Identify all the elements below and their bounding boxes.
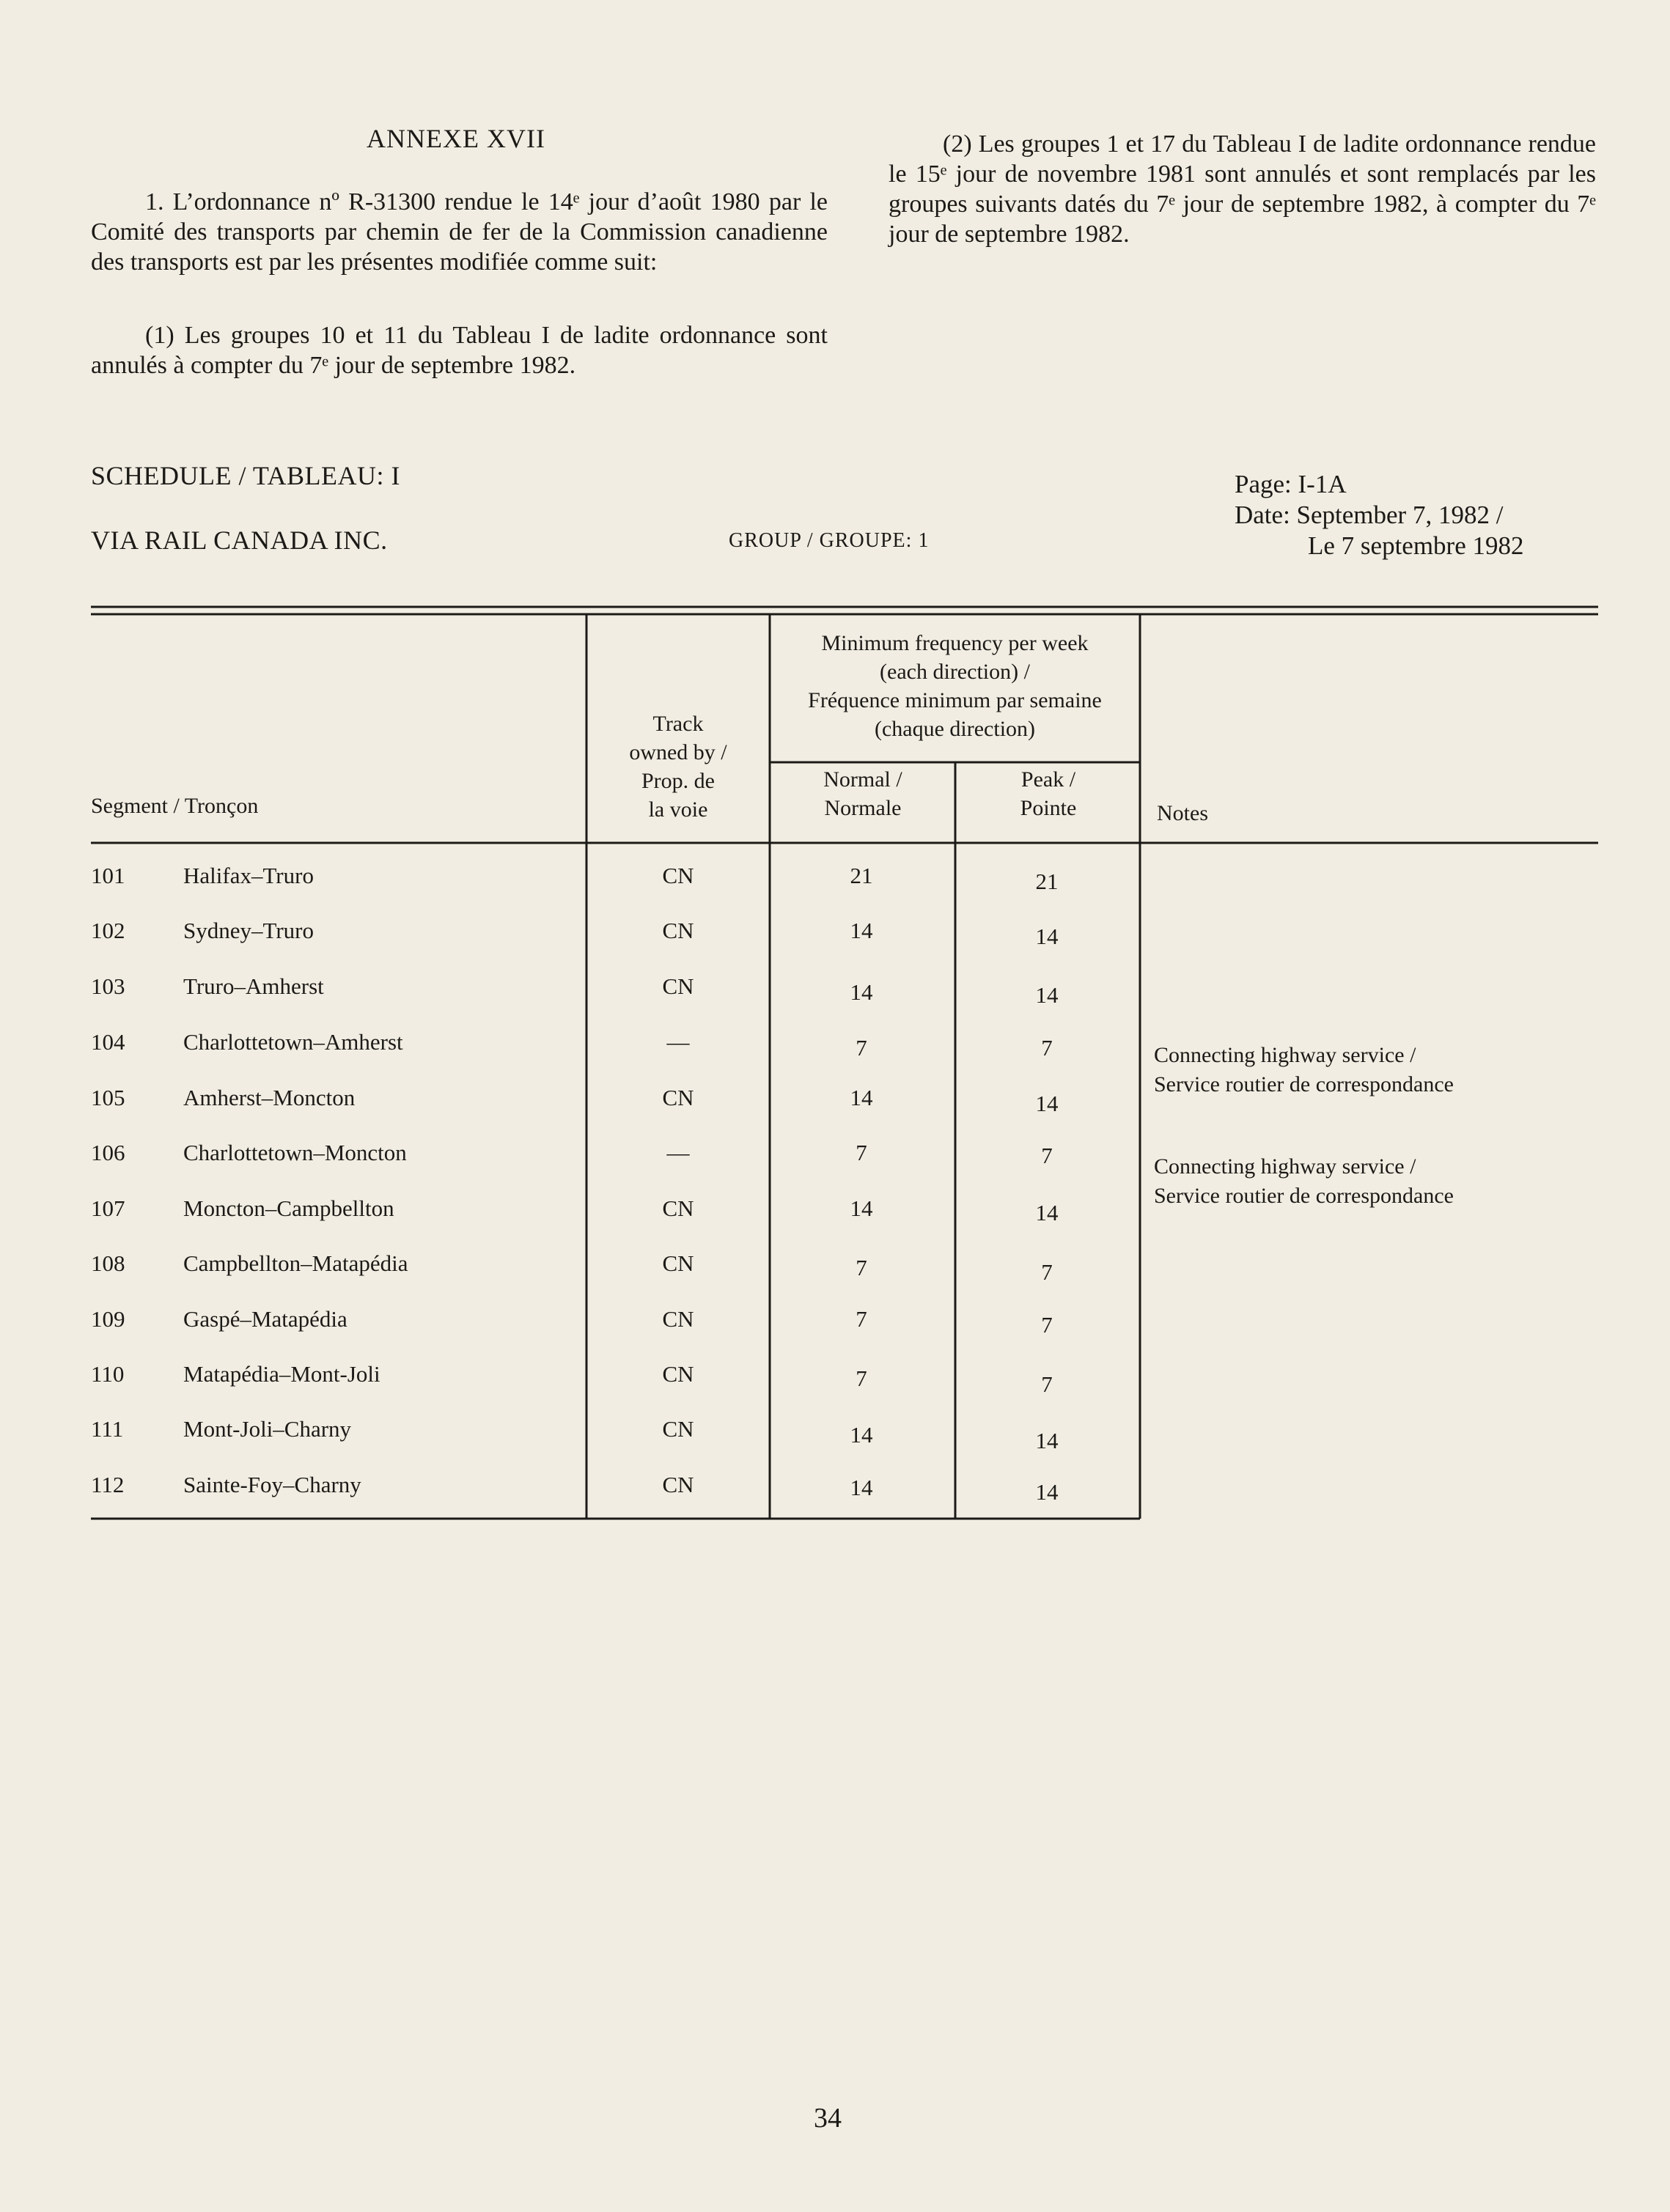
normal-frequency: 7	[856, 1365, 867, 1391]
segment-number: 102	[91, 918, 125, 943]
segment-name: Sainte-Foy–Charny	[183, 1472, 361, 1497]
segment-number: 101	[91, 863, 125, 888]
normal-frequency: 7	[856, 1306, 867, 1332]
peak-frequency: 14	[1035, 923, 1059, 949]
segment-number: 110	[91, 1361, 125, 1387]
annex-title: ANNEXE XVII	[367, 124, 545, 153]
page-number: 34	[814, 2103, 842, 2134]
header-normal-line: Normale	[824, 796, 902, 820]
normal-frequency: 7	[856, 1140, 867, 1165]
peak-frequency: 7	[1041, 1312, 1053, 1338]
track-owner: CN	[662, 1085, 694, 1110]
peak-frequency: 21	[1035, 869, 1059, 894]
segment-name: Amherst–Moncton	[183, 1085, 356, 1110]
date-line-1: Date: September 7, 1982 /	[1235, 501, 1504, 529]
segment-name: Gaspé–Matapédia	[183, 1306, 347, 1332]
header-frequency	[771, 629, 1139, 743]
normal-frequency: 14	[850, 1475, 873, 1500]
peak-frequency: 14	[1035, 982, 1059, 1008]
note-line: Service routier de correspondance	[1154, 1072, 1454, 1096]
paragraph-3-text: (2) Les groupes 1 et 17 du Tableau I de ladite ordonnance rendue le 15ᵉ jour de novembre 1981 sont annulés et sont remplacés par les groupes suivants datés du 7ᵉ jour de septembre 1982, à compter du 7ᵉ jour de septembre 1982.	[889, 130, 1596, 248]
track-owner: CN	[662, 1250, 694, 1276]
company-name: VIA RAIL CANADA INC.	[91, 526, 388, 555]
peak-frequency: 7	[1041, 1035, 1053, 1061]
segment-number: 112	[91, 1472, 125, 1497]
segment-number: 109	[91, 1306, 125, 1332]
segment-name: Moncton–Campbellton	[183, 1195, 394, 1221]
normal-frequency: 14	[850, 1195, 873, 1221]
schedule-title: SCHEDULE / TABLEAU: I	[91, 461, 400, 490]
paragraph-1-text: 1. L’ordonnance nº R-31300 rendue le 14ᵉ jour d’août 1980 par le Comité des transports par chemin de fer de la Commission canadienne des transports est par les présentes modifiée comme suit:	[91, 188, 828, 276]
segment-name: Mont-Joli–Charny	[183, 1416, 352, 1442]
peak-frequency: 7	[1041, 1143, 1053, 1168]
peak-frequency: 7	[1041, 1259, 1053, 1285]
segment-number: 103	[91, 973, 125, 999]
note-line: Connecting highway service /	[1154, 1043, 1416, 1067]
normal-frequency: 14	[850, 918, 873, 943]
track-owner: —	[666, 1029, 690, 1055]
normal-frequency: 7	[856, 1035, 867, 1061]
header-track-line: la voie	[648, 797, 708, 822]
note-connecting-service	[1154, 1041, 1623, 1099]
track-owner: —	[666, 1140, 690, 1165]
header-peak	[957, 765, 1140, 822]
track-owner: CN	[662, 1195, 694, 1221]
segment-name: Campbellton–Matapédia	[183, 1250, 408, 1276]
peak-frequency: 14	[1035, 1091, 1059, 1116]
segment-number: 107	[91, 1195, 125, 1221]
segment-name: Halifax–Truro	[183, 863, 314, 888]
header-frequency-line: Fréquence minimum par semaine	[808, 688, 1102, 712]
normal-frequency: 14	[850, 1085, 873, 1110]
track-owner: CN	[662, 1361, 694, 1387]
header-segment: Segment / Tronçon	[91, 794, 259, 818]
note-connecting-service	[1154, 1152, 1623, 1211]
normal-frequency: 14	[850, 979, 873, 1005]
normal-frequency: 7	[856, 1255, 867, 1280]
header-frequency-line: (chaque direction)	[874, 717, 1036, 741]
peak-frequency: 7	[1041, 1371, 1053, 1397]
segment-name: Charlottetown–Amherst	[183, 1029, 403, 1055]
header-frequency-line: (each direction) /	[880, 660, 1030, 684]
normal-frequency: 14	[850, 1422, 873, 1448]
segment-number: 105	[91, 1085, 125, 1110]
header-normal	[771, 765, 954, 822]
header-notes: Notes	[1157, 801, 1208, 825]
track-owner: CN	[662, 1306, 694, 1332]
peak-frequency: 14	[1035, 1479, 1059, 1505]
peak-frequency: 14	[1035, 1428, 1059, 1453]
header-track-line: Prop. de	[641, 769, 715, 793]
segment-name: Sydney–Truro	[183, 918, 314, 943]
page-ref: Page: I-1A	[1235, 470, 1347, 498]
segment-name: Truro–Amherst	[183, 973, 324, 999]
track-owner: CN	[662, 1472, 694, 1497]
header-track-line: Track	[652, 712, 704, 736]
segment-name: Charlottetown–Moncton	[183, 1140, 407, 1165]
header-track-line: owned by /	[629, 740, 727, 764]
note-line: Service routier de correspondance	[1154, 1184, 1454, 1208]
date-line-2: Le 7 septembre 1982	[1308, 531, 1524, 560]
group-label: GROUP / GROUPE: 1	[729, 529, 930, 552]
header-track	[588, 709, 768, 824]
segment-number: 108	[91, 1250, 125, 1276]
segment-number: 104	[91, 1029, 125, 1055]
header-peak-line: Peak /	[1020, 767, 1076, 792]
header-frequency-line: Minimum frequency per week	[821, 631, 1089, 655]
track-owner: CN	[662, 918, 694, 943]
peak-frequency: 14	[1035, 1200, 1059, 1225]
segment-number: 106	[91, 1140, 125, 1165]
track-owner: CN	[662, 973, 694, 999]
segment-name: Matapédia–Mont-Joli	[183, 1361, 380, 1387]
normal-frequency: 21	[850, 863, 873, 888]
track-owner: CN	[662, 863, 694, 888]
track-owner: CN	[662, 1416, 694, 1442]
paragraph-2-text: (1) Les groupes 10 et 11 du Tableau I de ladite ordonnance sont annulés à compter du 7ᵉ jour de septembre 1982.	[91, 322, 828, 379]
segment-number: 111	[91, 1416, 124, 1442]
header-peak-line: Pointe	[1020, 796, 1077, 820]
note-line: Connecting highway service /	[1154, 1154, 1416, 1179]
header-normal-line: Normal /	[823, 767, 902, 792]
